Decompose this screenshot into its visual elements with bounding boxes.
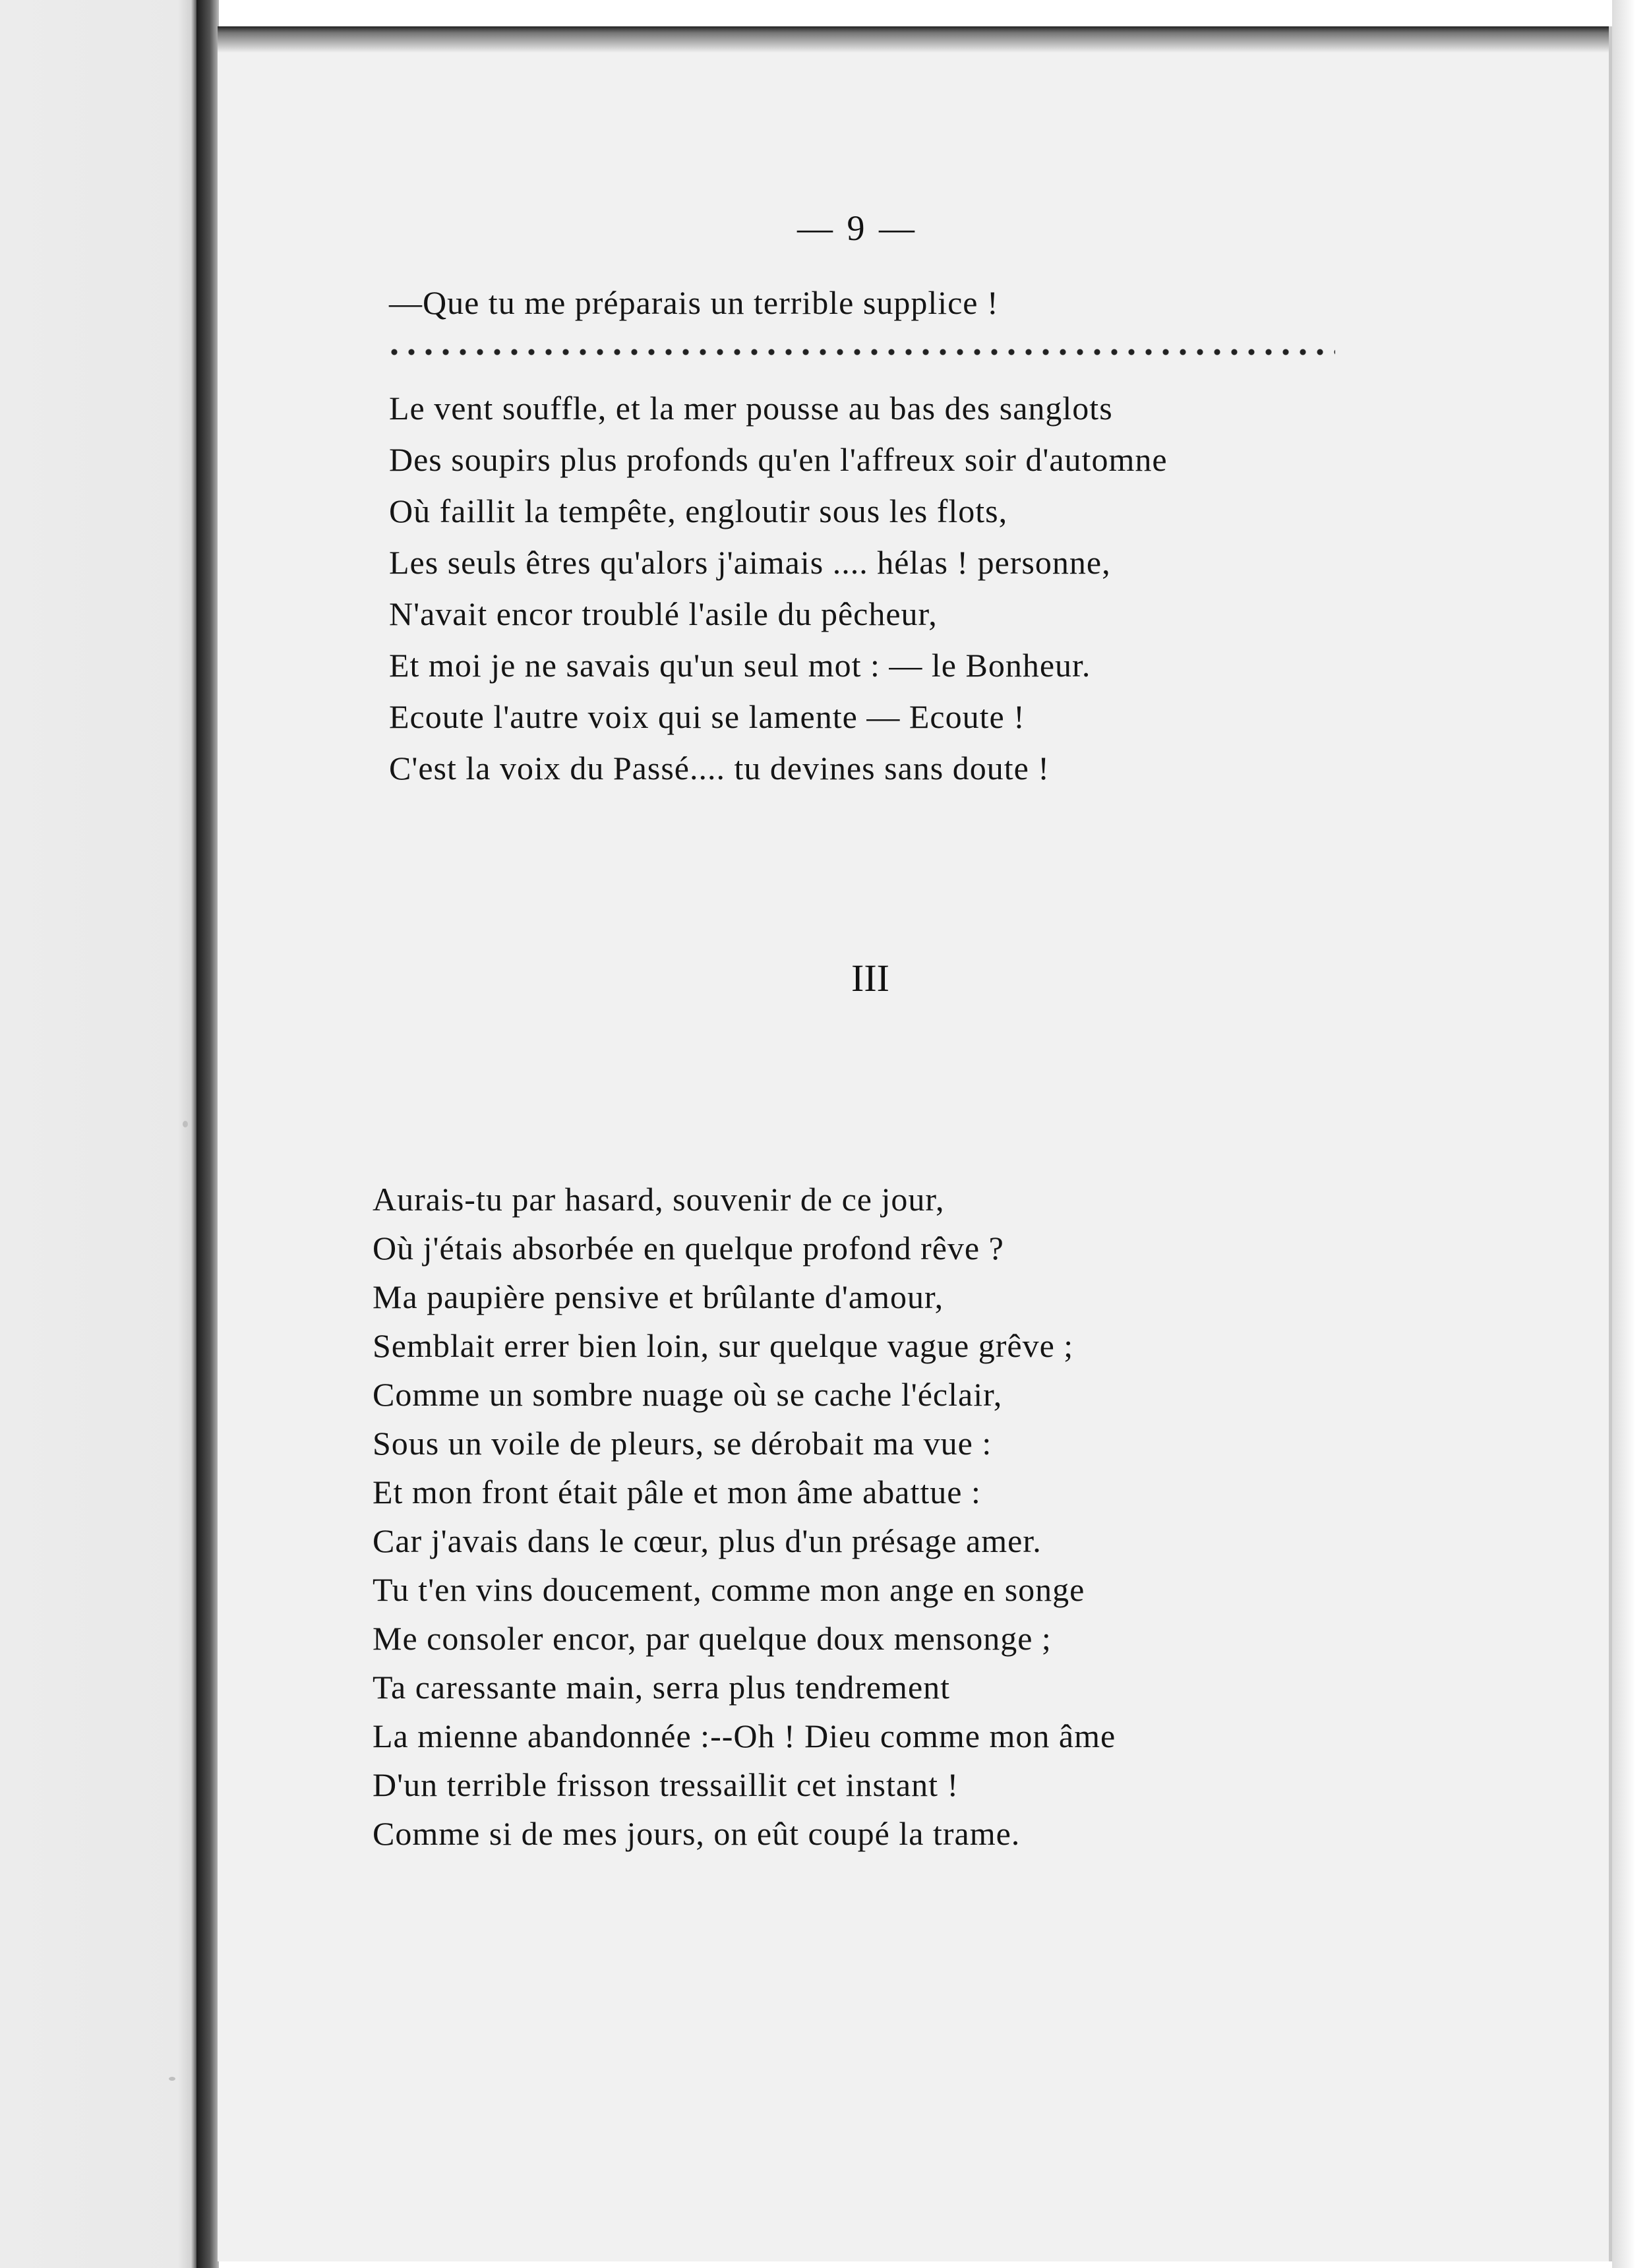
verse-line: N'avait encor troublé l'asile du pêcheur,: [389, 595, 938, 632]
ellipsis-separator: [386, 348, 1335, 356]
paper-top-edge: [218, 26, 1609, 53]
verse-line: Le vent souffle, et la mer pousse au bas des sanglots: [389, 390, 1113, 427]
verse-line: Ma paupière pensive et brûlante d'amour,: [373, 1278, 944, 1315]
margin-mark: [183, 1121, 188, 1127]
verse-line: Où faillit la tempête, engloutir sous les flots,: [389, 492, 1008, 529]
binding-edge: [196, 0, 219, 2268]
verse-line: C'est la voix du Passé.... tu devines sans doute !: [389, 750, 1050, 787]
page-number: — 9 —: [797, 208, 917, 248]
verse-line: Et mon front était pâle et mon âme abattue :: [373, 1474, 981, 1510]
paper-sheet: [218, 26, 1613, 2261]
verse-line: Semblait errer bien loin, sur quelque vague grêve ;: [373, 1327, 1074, 1364]
book-binding: [0, 0, 198, 2268]
margin-mark: [169, 2077, 175, 2081]
verse-line: Où j'étais absorbée en quelque profond rêve ?: [373, 1230, 1004, 1267]
verse-line: Comme un sombre nuage où se cache l'éclair,: [373, 1376, 1003, 1413]
verse-line: Ta caressante main, serra plus tendrement: [373, 1669, 951, 1706]
verse-line: Aurais-tu par hasard, souvenir de ce jour,: [373, 1181, 945, 1218]
verse-line: Sous un voile de pleurs, se dérobait ma vue :: [373, 1425, 992, 1462]
verse-line: Et moi je ne savais qu'un seul mot : — le Bonheur.: [389, 647, 1091, 684]
verse-line: Les seuls êtres qu'alors j'aimais .... hélas ! personne,: [389, 544, 1111, 581]
page-right-edge: [1612, 0, 1651, 2268]
verse-line: Des soupirs plus profonds qu'en l'affreux soir d'automne: [389, 441, 1168, 478]
verse-line: —Que tu me préparais un terrible supplice !: [389, 284, 999, 321]
verse-line: Tu t'en vins doucement, comme mon ange en songe: [373, 1571, 1085, 1608]
section-title: III: [851, 957, 889, 1000]
verse-line: Car j'avais dans le cœur, plus d'un présage amer.: [373, 1522, 1042, 1559]
verse-line: Ecoute l'autre voix qui se lamente — Ecoute !: [389, 698, 1025, 735]
verse-line: Comme si de mes jours, on eût coupé la trame.: [373, 1815, 1021, 1852]
verse-line: D'un terrible frisson tressaillit cet instant !: [373, 1766, 959, 1803]
verse-line: Me consoler encor, par quelque doux mensonge ;: [373, 1620, 1052, 1657]
verse-line: La mienne abandonnée :--Oh ! Dieu comme mon âme: [373, 1717, 1116, 1754]
